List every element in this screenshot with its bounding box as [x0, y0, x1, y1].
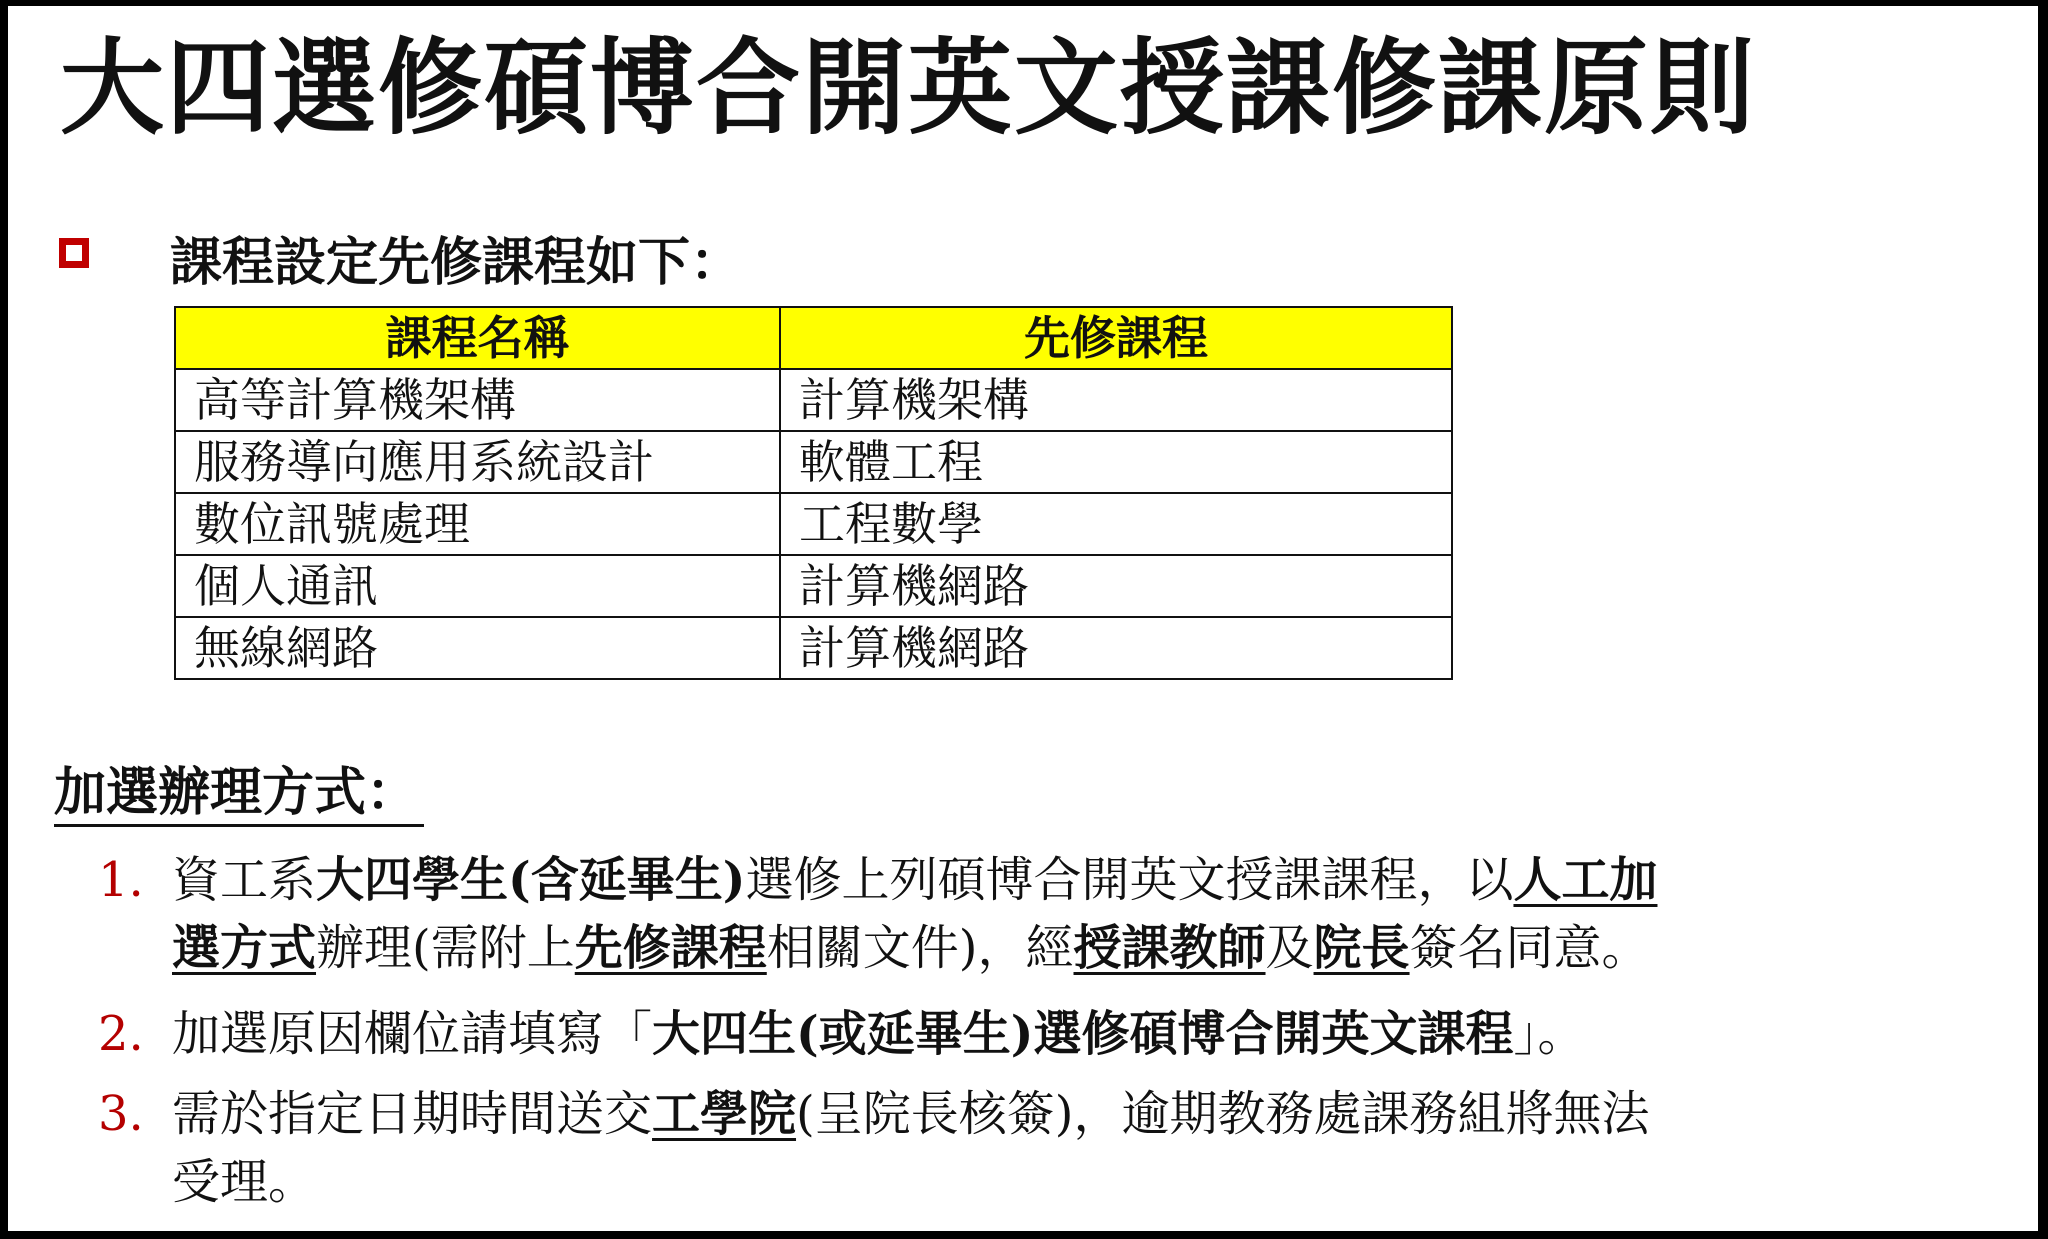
- item-bold-text: 大四生(或延畢生)選修碩博合開英文課程: [652, 1006, 1514, 1062]
- item-text: 需於指定日期時間送交: [172, 1086, 653, 1142]
- column-header-course: 課程名稱: [175, 307, 780, 369]
- slide-title: 大四選修碩博合開英文授課修課原則: [60, 26, 1757, 149]
- item-number: 3.: [98, 1086, 144, 1142]
- table-row: [175, 431, 1452, 493]
- column-header-prereq: 先修課程: [780, 307, 1452, 369]
- course-name-cell: 無線網路: [175, 617, 780, 679]
- prereq-course-cell: 計算機架構: [780, 369, 1452, 431]
- item-text: 簽名同意。: [1409, 920, 1650, 976]
- course-name-cell: 個人通訊: [175, 555, 780, 617]
- item-number: 2.: [98, 1006, 144, 1062]
- item-text: 資工系: [172, 852, 317, 908]
- item-emphasis: 工學院: [652, 1086, 797, 1142]
- item-emphasis: 院長: [1313, 920, 1410, 976]
- table-row: [175, 369, 1452, 431]
- item-text: 選修上列碩博合開英文授課課程，以: [745, 852, 1514, 908]
- course-name-cell: 數位訊號處理: [175, 493, 780, 555]
- table-row: [175, 493, 1452, 555]
- table-row: [175, 555, 1452, 617]
- prereq-course-cell: 工程數學: [780, 493, 1452, 555]
- item-text: 辦理(需附上: [316, 920, 575, 976]
- procedure-item-1: [98, 846, 1657, 982]
- prereq-course-cell: 計算機網路: [780, 555, 1452, 617]
- item-emphasis: 授課教師: [1073, 920, 1266, 976]
- course-name-cell: 高等計算機架構: [175, 369, 780, 431]
- item-text: (呈院長核簽)，逾期教務處課務組將無法: [796, 1086, 1650, 1142]
- item-text: 及: [1265, 920, 1314, 976]
- course-name-cell: 服務導向應用系統設計: [175, 431, 780, 493]
- item-emphasis: 選方式: [172, 920, 317, 976]
- procedure-item-3: [98, 1080, 1650, 1216]
- item-emphasis: 先修課程: [574, 920, 767, 976]
- add-procedure-heading: 加選辦理方式：: [54, 762, 424, 827]
- item-text: 相關文件)，經: [766, 920, 1074, 976]
- square-bullet-icon: [59, 238, 89, 268]
- table-row: [175, 617, 1452, 679]
- prereq-table: [174, 306, 1453, 680]
- item-text: 加選原因欄位請填寫「: [172, 1006, 653, 1062]
- slide: [8, 6, 2038, 1231]
- item-bold-text: 大四學生(含延畢生): [316, 852, 746, 908]
- item-text: 」。: [1513, 1006, 1586, 1062]
- table-header-row: [175, 307, 1452, 369]
- item-emphasis: 人工加: [1513, 852, 1658, 908]
- item-text: 受理。: [172, 1154, 317, 1210]
- item-number: 1.: [98, 852, 144, 908]
- prereq-heading: 課程設定先修課程如下：: [170, 232, 743, 293]
- procedure-item-2: [98, 1000, 1585, 1068]
- prereq-course-cell: 計算機網路: [780, 617, 1452, 679]
- prereq-course-cell: 軟體工程: [780, 431, 1452, 493]
